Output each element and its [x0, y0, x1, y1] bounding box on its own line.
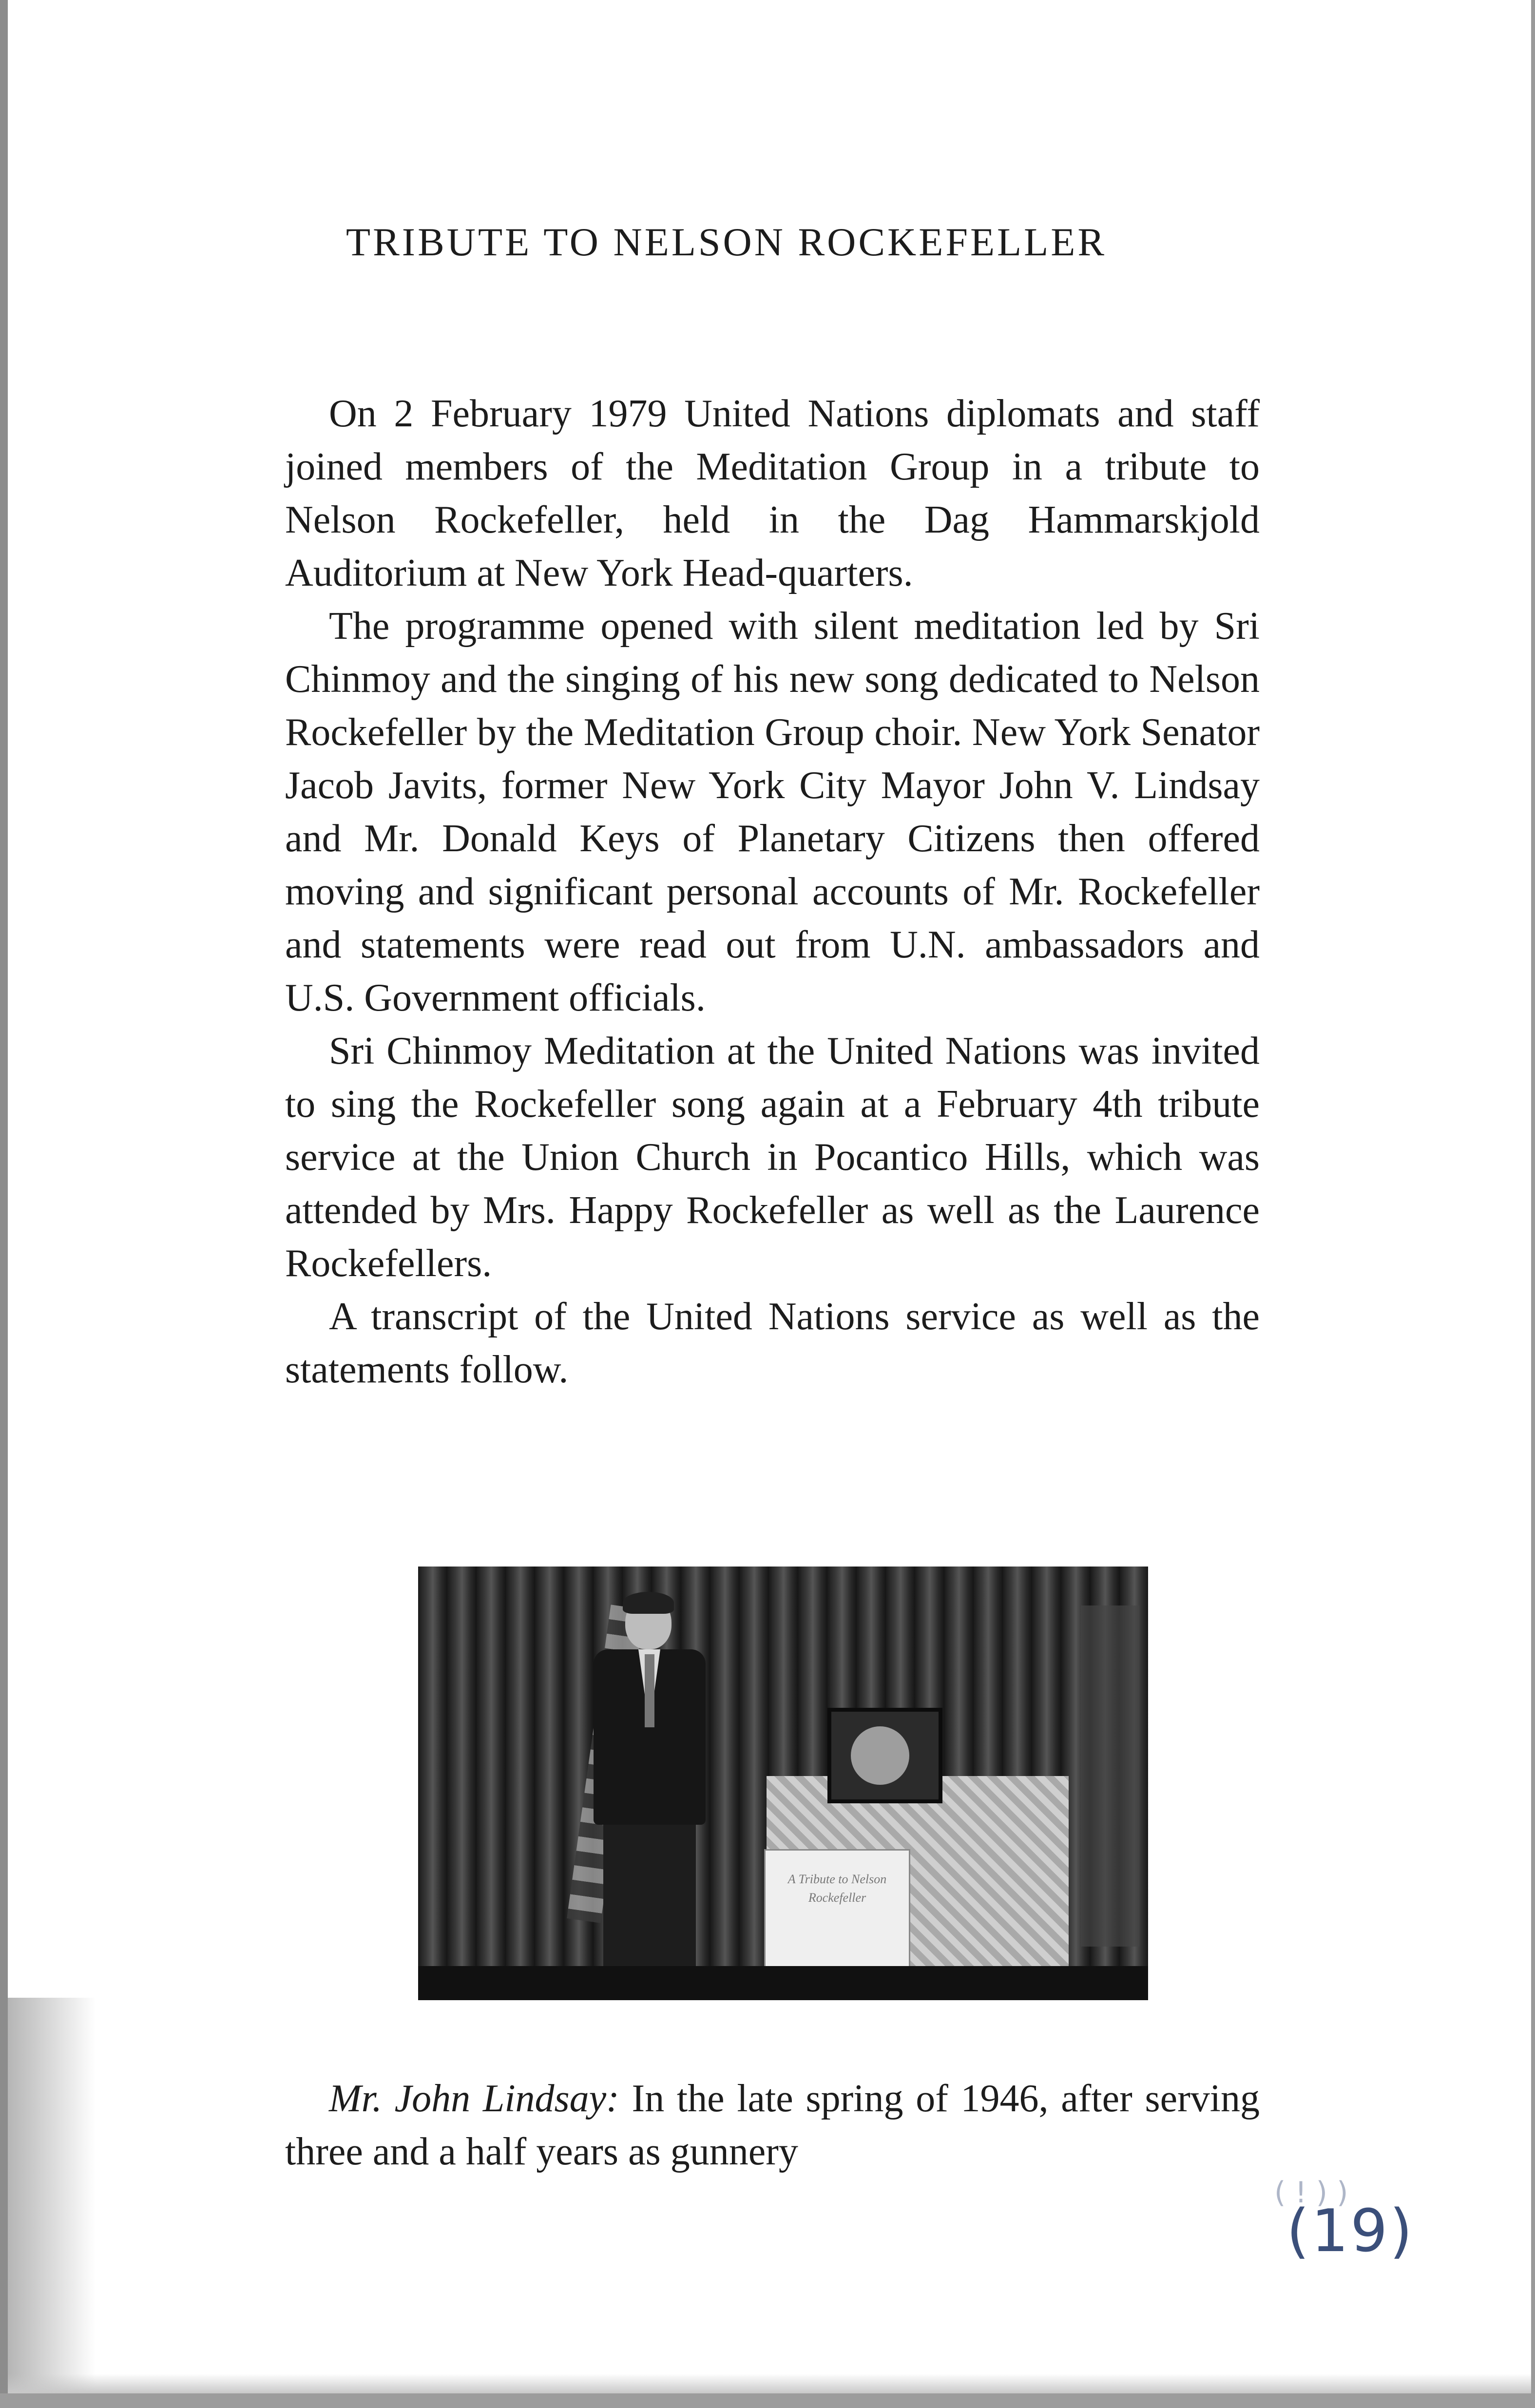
- speaker-hair: [623, 1592, 674, 1614]
- paragraph-3: Sri Chinmoy Meditation at the United Nations was invited to sing the Rockefeller song again at a February 4th tribute service at the Union Church in Pocantico Hills, which was attended by Mrs. Happy Rockefeller as well as the Laurence Rockefellers.: [285, 1030, 1260, 1285]
- speech-excerpt: [285, 2072, 1260, 2179]
- scan-left-border: [0, 0, 8, 2408]
- tribute-sign: A Tribute to Nelson Rockefeller: [764, 1849, 910, 1981]
- paragraph-2: The programme opened with silent meditation led by Sri Chinmoy and the singing of his new song dedicated to Nelson Rockefeller by the Meditation Group choir. New York Senator Jacob Javits, former New York City Mayor John V. Lindsay and Mr. Donald Keys of Planetary Citizens then offered moving and significant personal accounts of Mr. Rockefeller and statements were read out from U.N. ambassadors and U.S. Government officials.: [285, 605, 1260, 1019]
- stage-floor: [418, 1966, 1148, 2000]
- paragraph-4: A transcript of the United Nations service as well as the statements follow.: [285, 1295, 1260, 1391]
- body-text: [285, 387, 1260, 1396]
- speaker-legs: [603, 1825, 696, 1966]
- un-flag: [1081, 1605, 1139, 1947]
- portrait-face: [851, 1726, 909, 1785]
- speaker-tie: [645, 1654, 654, 1727]
- speaker-figure: [594, 1596, 701, 1966]
- faint-pencil-mark: ( ! ) ): [1274, 2176, 1348, 2210]
- scan-right-border: [1531, 0, 1535, 2408]
- speech-paragraph: [285, 2072, 1260, 2179]
- rockefeller-portrait: [827, 1708, 942, 1803]
- page-title: TRIBUTE TO NELSON ROCKEFELLER: [346, 220, 1107, 264]
- handwritten-page-number: (19): [1286, 2198, 1415, 2265]
- scan-shadow-bottom: [8, 2374, 1531, 2393]
- speaker-name: Mr. John Lindsay:: [329, 2077, 619, 2120]
- paragraph-1: On 2 February 1979 United Nations diplomats and staff joined members of the Meditation Group in a tribute to Nelson Rockefeller, held in the Dag Hammarskjold Auditorium at New York Head-quarters.: [285, 392, 1260, 594]
- scan-bottom-border: [0, 2393, 1535, 2408]
- scan-shadow-left: [8, 1998, 96, 2393]
- speech-text: In the late spring of 1946, after serving three and a half years as gunnery: [285, 2077, 1260, 2173]
- tribute-photo: [418, 1567, 1148, 2000]
